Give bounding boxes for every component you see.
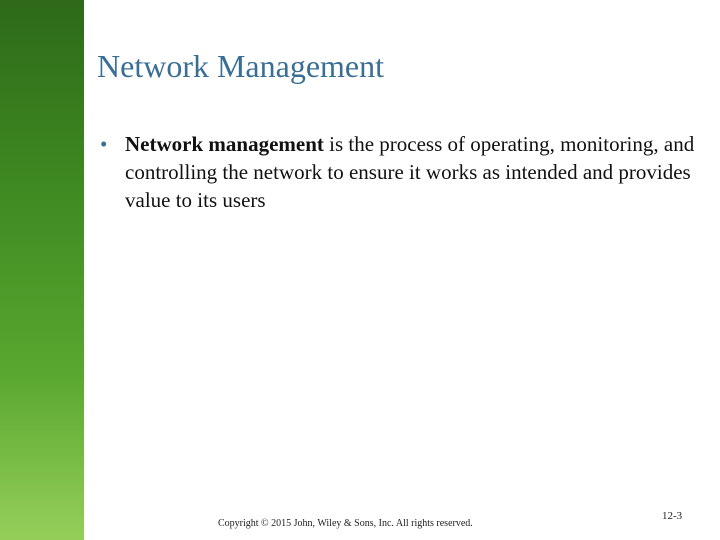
bullet-text: is the process of operating, monitoring, and controlling the network to ensure it works as intended and provides value to its users [125,132,695,212]
bullet-item [100,130,700,214]
copyright-notice: Copyright © 2015 John, Wiley & Sons, Inc. All rights reserved. [218,518,473,529]
bullet-term: Network management [125,132,324,156]
bullet-icon: • [100,132,108,156]
green-sidebar-decoration [0,0,84,540]
bullet-list [100,130,700,214]
slide-number: 12-3 [662,510,683,522]
slide-title: Network Management [97,48,385,84]
